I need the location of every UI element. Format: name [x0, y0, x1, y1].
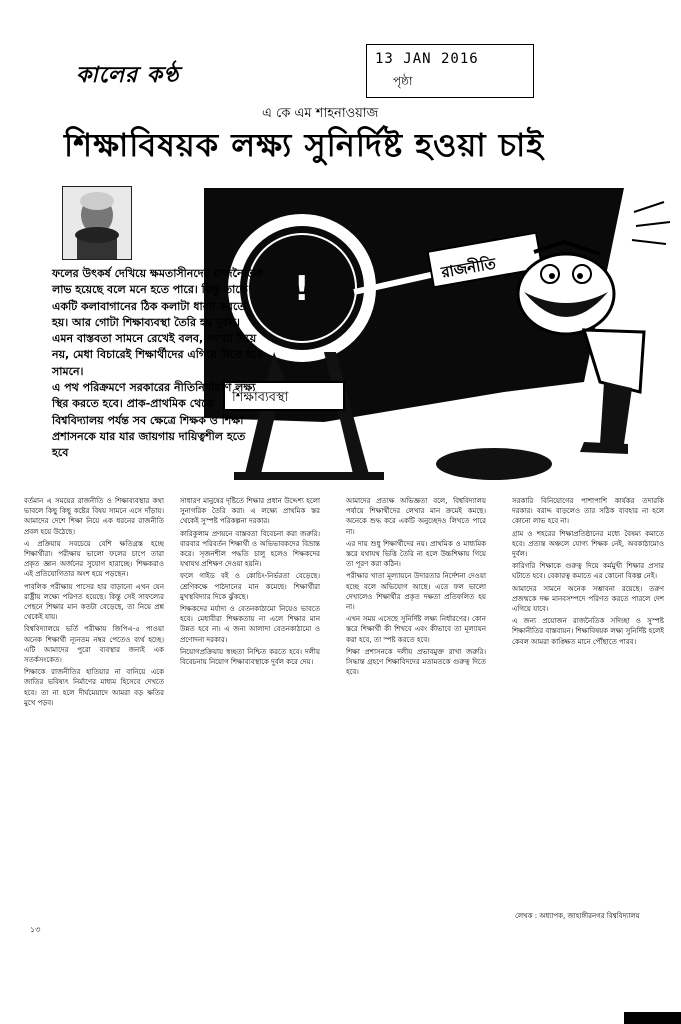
- author-portrait-image: [63, 187, 131, 259]
- body-paragraph: শিক্ষকদের মর্যাদা ও বেতনকাঠামো নিয়েও ভাবতে হবে। মেধাবীরা শিক্ষকতায় না এলে শিক্ষার মান উন্নত হবে না। এ জন্য আলাদা বেতনকাঠামো ও প্রণোদনা দরকার।: [180, 605, 320, 644]
- scan-corner-bar: [624, 1012, 681, 1024]
- body-paragraph: সরকারি বিনিয়োগের পাশাপাশি কার্যকর তদারকি দরকার। বরাদ্দ বাড়লেও তার সঠিক ব্যবহার না হলে কোনো লাভ হবে না।: [512, 497, 664, 526]
- article-column-2: [180, 496, 320, 908]
- intro-paragraph: এমন বাস্তবতা সামনে রেখেই বলব, সংখ্যা দিয়ে নয়, মেধা বিচারেই শিক্ষার্থীদের এগিয়ে দিতে হবে সামনে।: [52, 332, 263, 378]
- cartoon-wheel-label: শিক্ষাব্যবস্থা: [232, 390, 289, 405]
- body-paragraph: এখন সময় এসেছে সুনির্দিষ্ট লক্ষ্য নির্ধারণের। কোন স্তরে শিক্ষার্থী কী শিখবে এবং কীভাবে তা মূল্যায়ন করা হবে, তা স্পষ্ট করতে হবে।: [346, 615, 486, 644]
- body-paragraph: পরীক্ষার খাতা মূল্যায়নে উদারতার নির্দেশনা দেওয়া হচ্ছে বলে অভিযোগ আছে। এতে ফল ভালো দেখালেও শিক্ষার্থীর প্রকৃত দক্ষতা প্রতিফলিত হয় না।: [346, 572, 486, 612]
- newspaper-masthead: কালের কণ্ঠ: [76, 62, 180, 88]
- article-column-4: [512, 496, 664, 908]
- author-signature-note: লেখক : অধ্যাপক, জাহাঙ্গীরনগর বিশ্ববিদ্যালয়: [515, 912, 640, 920]
- stamp-page: পৃষ্ঠা: [393, 74, 413, 88]
- body-paragraph: বিশ্ববিদ্যালয়ে ভর্তি পরীক্ষায় জিপিএ-৫ পাওয়া অনেক শিক্ষার্থী ন্যূনতম নম্বর পেতেও ব্যর্থ হচ্ছে। এটি আমাদের পুরো ব্যবস্থার জন্যই এক সতর্কসংকেত।: [24, 625, 164, 665]
- body-paragraph: পাবলিক পরীক্ষায় পাসের হার বাড়ানো এখন যেন রাষ্ট্রীয় লক্ষ্যে পরিণত হয়েছে। কিন্তু সেই সাফল্যের পেছনে শিক্ষার মান কতটা বেড়েছে, তা নিয়ে প্রশ্ন থেকেই যায়।: [24, 582, 164, 622]
- body-paragraph: এর দায় শুধু শিক্ষার্থীদের নয়। প্রাথমিক ও মাধ্যমিক স্তরে যথাযথ ভিত্তি তৈরি না হলে উচ্চশিক্ষায় গিয়ে তা পূরণ করা কঠিন।: [346, 539, 486, 569]
- body-paragraph: আমাদের প্রত্যক্ষ অভিজ্ঞতা বলে, বিশ্ববিদ্যালয় পর্যায়ে শিক্ষার্থীদের লেখার মান ক্রমেই কমছে। অনেকে শুদ্ধ করে একটি অনুচ্ছেদও লিখতে পারে না।: [346, 497, 486, 536]
- intro-paragraph: এ পথ পরিক্রমণে সরকারের নীতিনির্ধারণে লক্ষ্য স্থির করতে হবে। প্রাক-প্রাথমিক থেকে বিশ্ববিদ্যালয় পর্যন্ত সব ক্ষেত্রে শিক্ষক ও শিক্ষা প্রশাসনকে যার যার জায়গায় দায়িত্বশীল হতে হবে: [52, 381, 256, 460]
- cartoon-character-head: [518, 254, 614, 334]
- cartoon-exclamation: !: [294, 269, 310, 309]
- body-paragraph: নিয়োগপ্রক্রিয়ায় স্বচ্ছতা নিশ্চিত করতে হবে। দলীয় বিবেচনায় নিয়োগ শিক্ষাব্যবস্থাকে দুর্বল করে দেয়।: [180, 647, 320, 667]
- body-paragraph: আমাদের সামনে অনেক সম্ভাবনা রয়েছে। তরুণ প্রজন্মকে দক্ষ মানবসম্পদে পরিণত করতে পারলে দেশ এগিয়ে যাবে।: [512, 584, 664, 614]
- author-photo: [62, 186, 132, 260]
- body-paragraph: কারিগরি শিক্ষাকে গুরুত্ব দিয়ে কর্মমুখী শিক্ষার প্রসার ঘটাতে হবে। বেকারত্ব কমাতে এর কোনো বিকল্প নেই।: [512, 562, 664, 581]
- footer-mark: ১৩: [30, 925, 41, 934]
- body-paragraph: কারিকুলাম প্রণয়নে বাস্তবতা বিবেচনা করা জরুরি। বারবার পরিবর্তন শিক্ষার্থী ও অভিভাবকদের বিভ্রান্ত করে। সৃজনশীল পদ্ধতি চালু হলেও শিক্ষকদের যথাযথ প্রশিক্ষণ দেওয়া হয়নি।: [180, 529, 320, 569]
- stamp-date: 13 JAN 2016: [375, 51, 479, 67]
- body-paragraph: বর্তমান এ সময়ের রাজনীতি ও শিক্ষাব্যবস্থার কথা ভাবলে কিছু কিছু কষ্টের বিষয় সামনে এসে দাঁড়ায়। আমাদের দেশে শিক্ষা নিয়ে এক ধরনের রাজনীতি প্রবল হয়ে উঠেছে।: [24, 497, 164, 536]
- body-paragraph: সাধারণ মানুষের দৃষ্টিতে শিক্ষার প্রধান উদ্দেশ্য হলো সুনাগরিক তৈরি করা। এ লক্ষ্যে প্রাথমিক স্তর থেকেই সুস্পষ্ট পরিকল্পনা দরকার।: [180, 497, 320, 526]
- archive-date-stamp: [366, 44, 534, 98]
- intro-paragraph: ফলের উৎকর্ষ দেখিয়ে ক্ষমতাসীনদের রাজনৈতিক লাভ হয়েছে বলে মনে হতে পারে। কিন্তু তাতে একটি কলাবাগানের ঠিক কলাটা ধারণ করতে হয়। আর গোটা শিক্ষাব্যবস্থা তৈরি হয় দুর্বল।: [52, 267, 263, 329]
- cartoon-signboard: রাজনীতি: [439, 254, 498, 282]
- body-paragraph: ফলে গাইড বই ও কোচিং-নির্ভরতা বেড়েছে। শ্রেণিকক্ষে পাঠদানের মান কমেছে। শিক্ষার্থীরা মুখস্থবিদ্যার দিকে ঝুঁকছে।: [180, 572, 320, 601]
- body-paragraph: এ জন্য প্রয়োজন রাজনৈতিক সদিচ্ছা ও সুস্পষ্ট শিক্ষানীতির বাস্তবায়ন। শিক্ষাবিষয়ক লক্ষ্য সুনির্দিষ্ট হলেই কেবল আমরা কাঙ্ক্ষিত মানে পৌঁছাতে পারব।: [512, 617, 664, 646]
- body-paragraph: এ প্রক্রিয়ায় সবচেয়ে বেশি ক্ষতিগ্রস্ত হচ্ছে শিক্ষার্থীরা। পরীক্ষায় ভালো ফলের চাপে তারা প্রকৃত জ্ঞান অর্জনের সুযোগ হারাচ্ছে। শিক্ষকরাও এই প্রতিযোগিতার অংশ হয়ে পড়ছেন।: [24, 539, 164, 579]
- body-paragraph: শিক্ষাকে রাজনীতির হাতিয়ার না বানিয়ে একে জাতির ভবিষ্যৎ নির্মাণের মাধ্যম হিসেবে দেখতে হবে। তা না হলে দীর্ঘমেয়াদে আমরা বড় ক্ষতির মুখে পড়ব।: [24, 668, 164, 707]
- article-headline: শিক্ষাবিষয়ক লক্ষ্য সুনির্দিষ্ট হওয়া চাই: [64, 126, 544, 164]
- article-intro: [52, 266, 264, 462]
- body-paragraph: শিক্ষা প্রশাসনকে দলীয় প্রভাবমুক্ত রাখা জরুরি। সিদ্ধান্ত গ্রহণে শিক্ষাবিদদের মতামতকে গুরুত্ব দিতে হবে।: [346, 647, 486, 677]
- article-column-1: [24, 496, 164, 908]
- body-paragraph: গ্রাম ও শহরের শিক্ষাপ্রতিষ্ঠানের মধ্যে বৈষম্য কমাতে হবে। প্রত্যন্ত অঞ্চলে যোগ্য শিক্ষক নেই, অবকাঠামোও দুর্বল।: [512, 529, 664, 559]
- editorial-cartoon: [204, 182, 672, 492]
- author-byline: এ কে এম শাহনাওয়াজ: [262, 106, 379, 121]
- article-column-3: [346, 496, 486, 908]
